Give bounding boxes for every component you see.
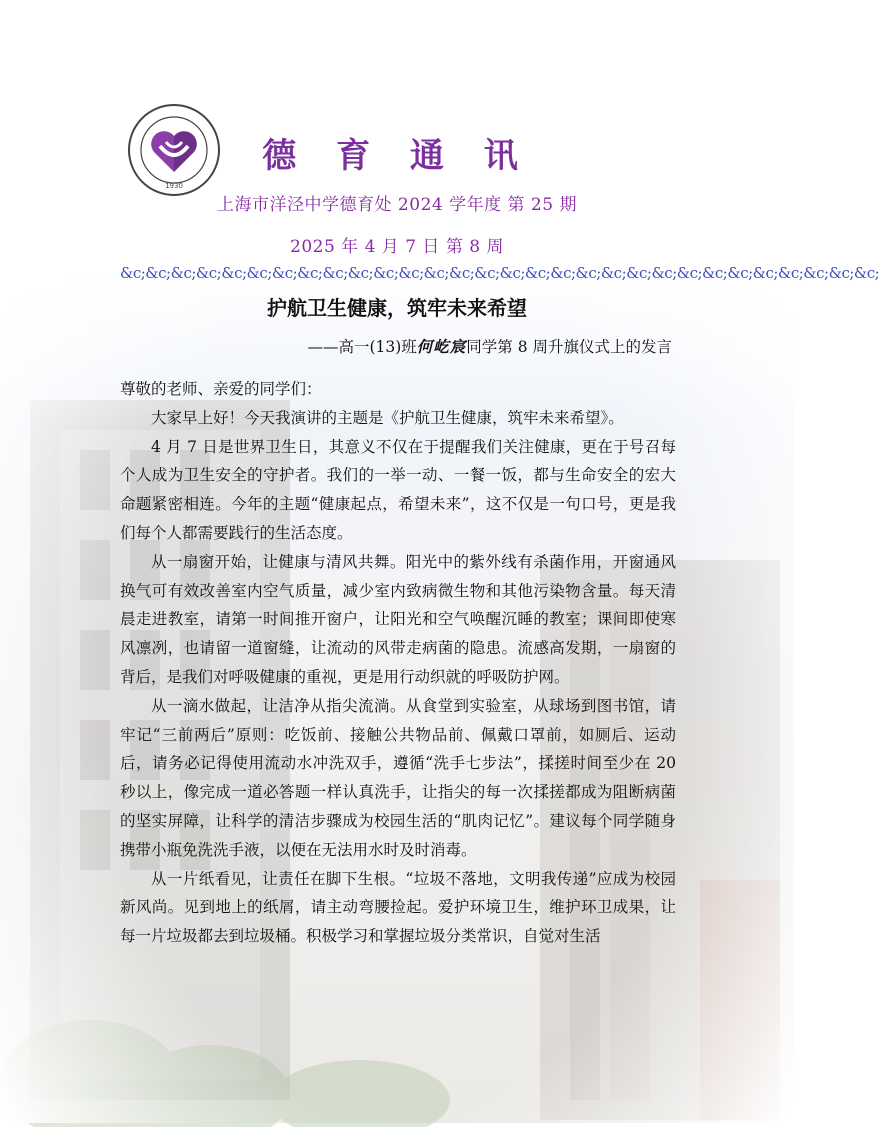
newsletter-title: 德 育 通 讯 <box>262 136 532 176</box>
paragraph: 从一片纸看见，让责任在脚下生根。“垃圾不落地，文明我传递”应成为校园新风尚。见到地上的纸屑，请主动弯腰捡起。爱护环境卫生，维护环卫成果，让每一片垃圾都去到垃圾桶。积极学习和掌握垃圾分类常识，自觉对生活 <box>120 869 676 946</box>
decorative-divider: &c;&c;&c;&c;&c;&c;&c;&c;&c;&c;&c;&c;&c;&c;&c;&c;&c;&c;&c;&c;&c;&c;&c;&c;&c;&c;&c;&c;&c;&c; <box>120 264 879 282</box>
speaker-name: 何屹宸 <box>416 337 467 356</box>
article-headline: 护航卫生健康，筑牢未来希望 <box>267 296 527 320</box>
logo-year: 1930 <box>165 182 183 190</box>
paragraph: 从一滴水做起，让洁净从指尖流淌。从食堂到实验室，从球场到图书馆，请牢记“三前两后”原则：吃饭前、接触公共物品前、佩戴口罩前，如厕后、运动后，请务必记得使用流动水冲洗双手，遵循“洗手七步法”，揉搓时间至少在 20 秒以上，像完成一道必答题一样认真洗手，让指尖的每一次揉搓都成为阻断病菌的坚实屏障，让科学的清洁步骤成为校园生活的“肌肉记忆”。建议每个同学随身携带小瓶免洗洗手液，以便在无法用水时及时消毒。 <box>120 696 676 859</box>
paragraph: 从一扇窗开始，让健康与清风共舞。阳光中的紫外线有杀菌作用，开窗通风换气可有效改善室内空气质量，减少室内致病微生物和其他污染物含量。每天清晨走进教室，请第一时间推开窗户，让阳光和空气唤醒沉睡的教室；课间即使寒风凛冽，也请留一道窗缝，让流动的风带走病菌的隐患。流感高发期，一扇窗的背后，是我们对呼吸健康的重视，更是用行动织就的呼吸防护网。 <box>120 552 676 686</box>
issue-info: 上海市洋泾中学德育处 2024 学年度 第 25 期 <box>217 195 577 215</box>
byline-prefix: ——高一(13)班 <box>307 338 417 356</box>
salutation: 尊敬的老师、亲爱的同学们： <box>120 380 322 398</box>
paragraph: 4 月 7 日是世界卫生日，其意义不仅在于提醒我们关注健康，更在于号召每个人成为卫生安全的守护者。我们的一举一动、一餐一饭，都与生命安全的宏大命题紧密相连。今年的主题“健康起点，希望未来”，这不仅是一句口号，更是我们每个人都需要践行的生活态度。 <box>120 437 676 542</box>
issue-date: 2025 年 4 月 7 日 第 8 周 <box>290 237 504 257</box>
article-byline <box>307 335 672 357</box>
article-body <box>120 375 676 951</box>
byline-suffix: 同学第 8 周升旗仪式上的发言 <box>466 338 672 356</box>
paragraph: 大家早上好！今天我演讲的主题是《护航卫生健康，筑牢未来希望》。 <box>151 408 624 427</box>
